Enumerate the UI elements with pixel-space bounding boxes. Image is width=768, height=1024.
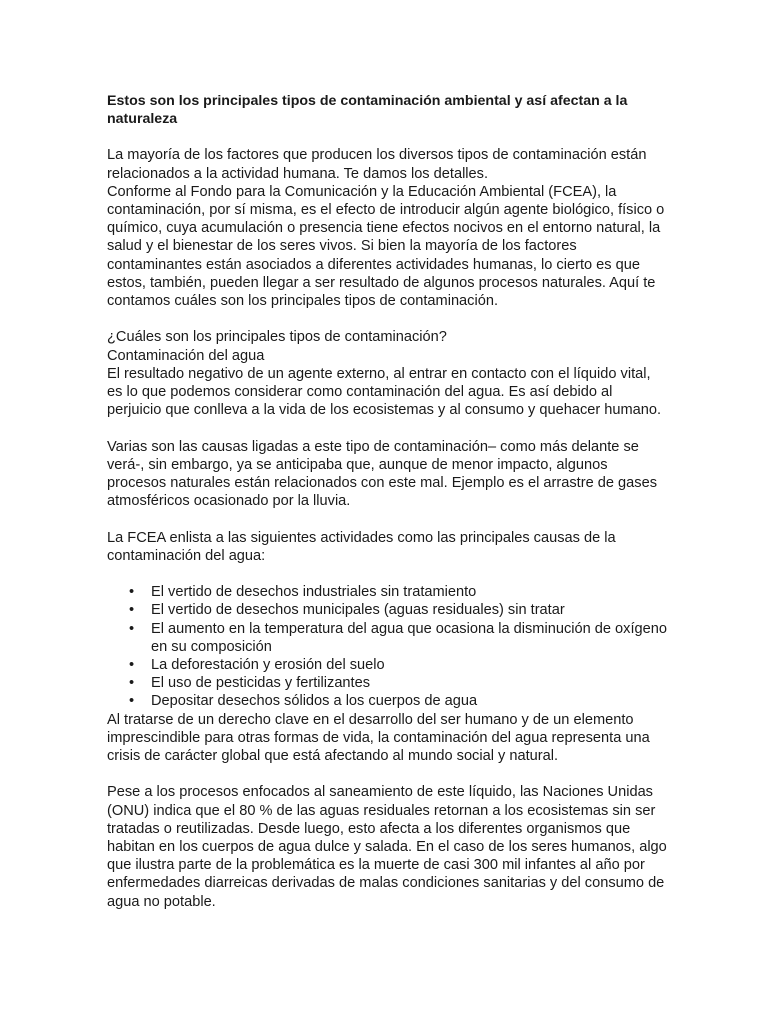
water-subheading: Contaminación del agua xyxy=(107,347,265,364)
list-item xyxy=(129,656,667,674)
document-page xyxy=(107,92,667,911)
list-item-text: El vertido de desechos municipales (aguas residuales) sin tratar xyxy=(151,602,565,619)
fcea-list-intro: La FCEA enlista a las siguientes actividades como las principales causas de la contaminación del agua: xyxy=(107,529,616,564)
spacer xyxy=(107,419,667,437)
fcea-definition-paragraph: Conforme al Fondo para la Comunicación y la Educación Ambiental (FCEA), la contaminación, por sí misma, es el efecto de introducir algún agente biológico, físico o químico, cuya acumulación o presencia tiene efectos nocivos en el entorno natural, la salud y el bienestar de los seres vivos. Si bien la mayoría de los factores contaminantes están asociados a diferentes actividades humanas, lo cierto es que estos, también, pueden llegar a ser resultado de algunos procesos naturales. Aquí te contamos cuáles son los principales tipos de contaminación. xyxy=(107,183,665,310)
list-item xyxy=(129,692,667,710)
water-causes-paragraph: Varias son las causas ligadas a este tipo de contaminación– como más delante se verá-, sin embargo, ya se anticipaba que, aunque de menor impacto, algunos procesos naturales están relacionados con este mal. Ejemplo es el arrastre de gases atmosféricos ocasionado por la lluvia. xyxy=(107,438,657,510)
list-item-text: Depositar desechos sólidos a los cuerpos de agua xyxy=(151,693,478,710)
bullet-icon: • xyxy=(129,675,135,692)
bullet-icon: • xyxy=(129,693,135,710)
bullet-icon: • xyxy=(129,620,135,637)
intro-paragraph: La mayoría de los factores que producen los diversos tipos de contaminación están relacionados a la actividad humana. Te damos los detalles. xyxy=(107,147,647,182)
spacer xyxy=(107,310,667,328)
spacer xyxy=(107,510,667,528)
document-title: Estos son los principales tipos de contaminación ambiental y así afectan a la naturaleza xyxy=(107,93,628,128)
global-crisis-paragraph: Al tratarse de un derecho clave en el desarrollo del ser humano y de un elemento imprescindible para otras formas de vida, la contaminación del agua representa una crisis de carácter global que está afectando al mundo social y natural. xyxy=(107,711,650,765)
spacer xyxy=(107,765,667,783)
bullet-icon: • xyxy=(129,657,135,674)
bullet-icon: • xyxy=(129,602,135,619)
list-item xyxy=(129,601,667,619)
list-item-text: El vertido de desechos industriales sin tratamiento xyxy=(151,584,477,601)
question-heading: ¿Cuáles son los principales tipos de contaminación? xyxy=(107,329,447,346)
water-paragraph: El resultado negativo de un agente externo, al entrar en contacto con el líquido vital, es lo que podemos considerar como contaminación del agua. Es así debido al perjuicio que conlleva a la vida de los ecosistemas y al consumo y quehacer humano. xyxy=(107,365,662,419)
list-item xyxy=(129,674,667,692)
bullet-icon: • xyxy=(129,584,135,601)
list-item xyxy=(129,583,667,601)
causes-list xyxy=(107,583,667,710)
list-item-text: La deforestación y erosión del suelo xyxy=(151,657,385,674)
list-item xyxy=(129,620,667,656)
list-item-text: El aumento en la temperatura del agua que ocasiona la disminución de oxígeno en su composición xyxy=(151,620,667,655)
list-item-text: El uso de pesticidas y fertilizantes xyxy=(151,675,371,692)
onu-paragraph: Pese a los procesos enfocados al saneamiento de este líquido, las Naciones Unidas (ONU) indica que el 80 % de las aguas residuales retornan a los ecosistemas sin ser tratadas o reutilizadas. Desde luego, esto afecta a los diferentes organismos que habitan en los cuerpos de agua dulce y salada. En el caso de los seres humanos, algo que ilustra parte de la problemática es la muerte de casi 300 mil infantes al año por enfermedades diarreicas derivadas de malas condiciones sanitarias y del consumo de agua no potable. xyxy=(107,784,667,910)
